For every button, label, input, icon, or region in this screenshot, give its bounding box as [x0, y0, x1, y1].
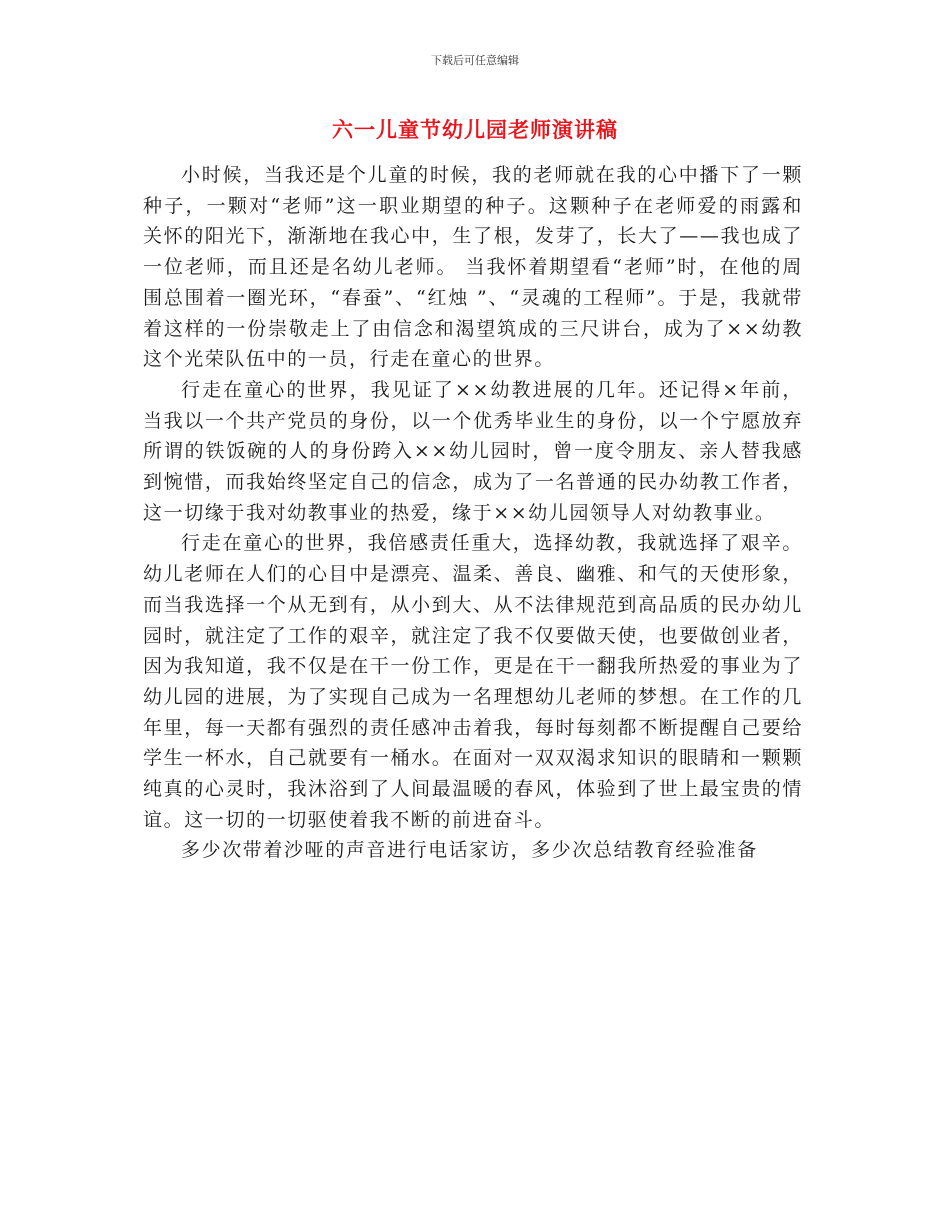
header-note: 下载后可任意编辑 [431, 54, 519, 67]
document-body [143, 160, 803, 866]
paragraph: 多少次带着沙哑的声音进行电话家访，多少次总结教育经验准备 [181, 839, 758, 862]
paragraph: 行走在童心的世界，我见证了××幼教进展的几年。还记得×年前，当我以一个共产党员的身份，以一个优秀毕业生的身份，以一个宁愿放弃所谓的铁饭碗的人的身份跨入××幼儿园时，曾一度令朋友、亲人替我感到惋惜，而我始终坚定自己的信念，成为了一名普通的民办幼教工作者，这一切缘于我对幼教事业的热爱，缘于××幼儿园领导人对幼教事业。 [143, 378, 803, 524]
paragraph: 小时候，当我还是个儿童的时候，我的老师就在我的心中播下了一颗种子，一颗对“老师”这一职业期望的种子。这颗种子在老师爱的雨露和关怀的阳光下，渐渐地在我心中，生了根，发芽了，长大了——我也成了一位老师，而且还是名幼儿老师。 当我怀着期望看“老师”时，在他的周围总围着一圈光环，“春蚕”、“红烛 ”、“灵魂的工程师”。于是，我就带着这样的一份崇敬走上了由信念和渴望筑成的三尺讲台，成为了××幼教这个光荣队伍中的一员，行走在童心的世界。 [143, 164, 803, 371]
document-title: 六一儿童节幼儿园老师演讲稿 [332, 118, 618, 142]
paragraph: 行走在童心的世界，我倍感责任重大，选择幼教，我就选择了艰辛。幼儿老师在人们的心目中是漂亮、温柔、善良、幽雅、和气的天使形象，而当我选择一个从无到有，从小到大、从不法律规范到高品质的民办幼儿园时，就注定了工作的艰辛，就注定了我不仅要做天使，也要做创业者，因为我知道，我不仅是在干一份工作，更是在干一翻我所热爱的事业为了幼儿园的进展，为了实现自己成为一名理想幼儿老师的梦想。在工作的几年里，每一天都有强烈的责任感冲击着我，每时每刻都不断提醒自己要给学生一杯水，自己就要有一桶水。在面对一双双渴求知识的眼睛和一颗颗纯真的心灵时，我沐浴到了人间最温暖的春风，体验到了世上最宝贵的情谊。这一切的一切驱使着我不断的前进奋斗。 [143, 532, 803, 831]
